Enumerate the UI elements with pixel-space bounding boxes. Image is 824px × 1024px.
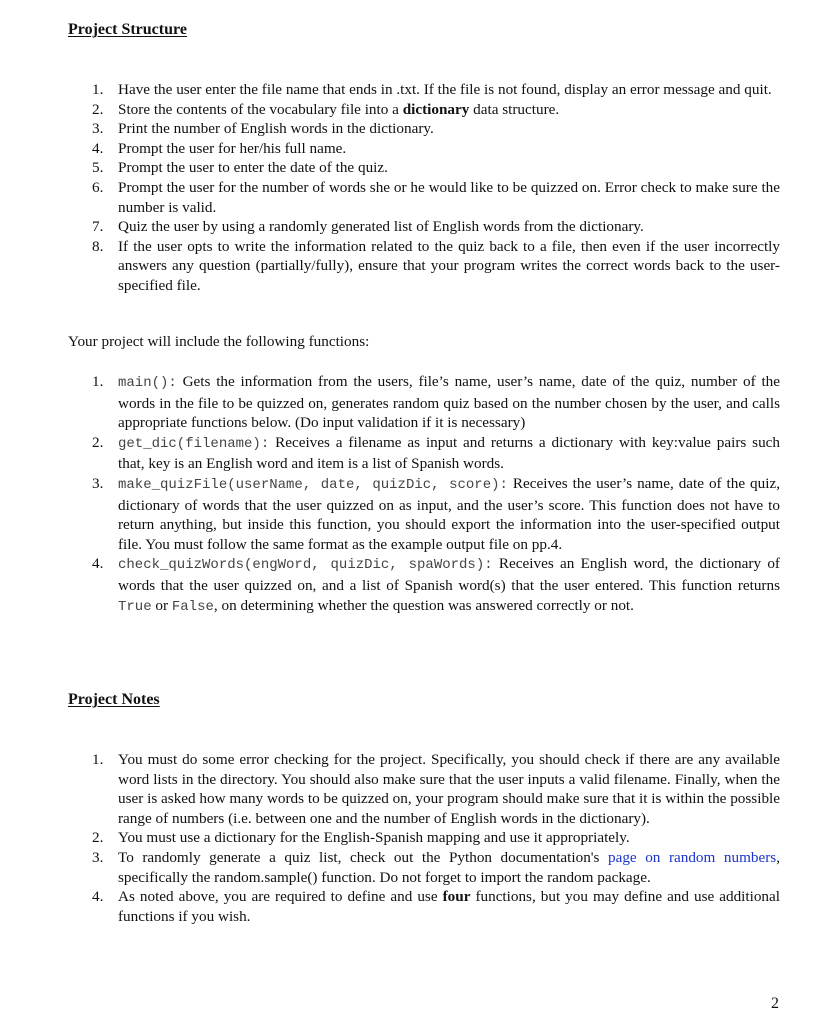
random-numbers-link[interactable]: page on random numbers <box>608 848 777 866</box>
project-notes-heading: Project Notes <box>68 691 160 708</box>
function-signature: get_dic(filename): <box>118 435 270 452</box>
list-item: 2. get_dic(filename): Receives a filename as input and returns a dictionary with key:value pairs such that, key is an English word and item is a list of Spanish words. <box>92 433 780 473</box>
list-item: 4. Prompt the user for her/his full name. <box>92 139 347 157</box>
list-item: 4. check_quizWords(engWord, quizDic, spaWords): Receives an English word, the dictionary of words that the user quizzed on, and a list of Spanish word(s) that the user entered. This function returns True or False, on determining whether the question was answered correctly or not. <box>92 555 780 615</box>
list-item: 1. Have the user enter the file name that ends in .txt. If the file is not found, display an error message and quit. <box>92 81 772 98</box>
list-item: 3. Print the number of English words in the dictionary. <box>92 120 434 138</box>
function-signature: make_quizFile(userName, date, quizDic, score): <box>118 476 508 493</box>
list-item: 6. Prompt the user for the number of words she or he would like to be quizzed on. Error check to make sure the number is valid. <box>92 178 780 216</box>
list-item: 1. You must do some error checking for the project. Specifically, you should check if there are any available word lists in the directory. You should also make sure that the user inputs a valid filename. Finally, when the user is asked how many words to be quizzed on, your program should make sure that it is within the possible range of numbers (i.e. between one and the number of English words in the dictionary). <box>92 751 780 827</box>
list-item: 3. To randomly generate a quiz list, check out the Python documentation's page on random numbers, specifically the random.sample() function. Do not forget to import the random package. <box>92 848 780 886</box>
list-item: 7. Quiz the user by using a randomly generated list of English words from the dictionary. <box>92 218 644 236</box>
function-signature: check_quizWords(engWord, quizDic, spaWords): <box>118 557 493 574</box>
project-notes-list <box>86 750 780 926</box>
list-item: 2. Store the contents of the vocabulary file into a dictionary data structure. <box>92 100 560 118</box>
list-item: 3. make_quizFile(userName, date, quizDic, score): Receives the user’s name, date of the quiz, dictionary of words that the user quizzed on as input, and the user’s score. This function does not have to return anything, but inside this function, you should export the information into the user-specified output file. You must follow the same format as the example output file on pp.4. <box>92 474 781 553</box>
project-structure-list <box>86 80 780 296</box>
function-signature: main(): <box>118 375 177 391</box>
functions-list <box>86 372 780 617</box>
list-item: 2. You must use a dictionary for the English-Spanish mapping and use it appropriately. <box>92 829 630 847</box>
list-item: 8. If the user opts to write the information related to the quiz back to a file, then even if the user incorrectly answers any question (partially/fully), ensure that your program writes the correct words back to the user-specified file. <box>92 237 780 294</box>
list-item: 4. As noted above, you are required to define and use four functions, but you may define and use additional functions if you wish. <box>92 888 780 925</box>
list-item: 5. Prompt the user to enter the date of the quiz. <box>92 159 388 177</box>
functions-intro: Your project will include the following functions: <box>68 333 370 350</box>
project-structure-heading: Project Structure <box>68 21 187 38</box>
list-item: 1. main(): Gets the information from the users, file’s name, user’s name, date of the quiz, number of the words in the file to be quizzed on, generates random quiz based on the number chosen by the user, and calls appropriate functions below. (Do input validation if it is necessary) <box>92 373 780 432</box>
page-number: 2 <box>771 995 779 1012</box>
